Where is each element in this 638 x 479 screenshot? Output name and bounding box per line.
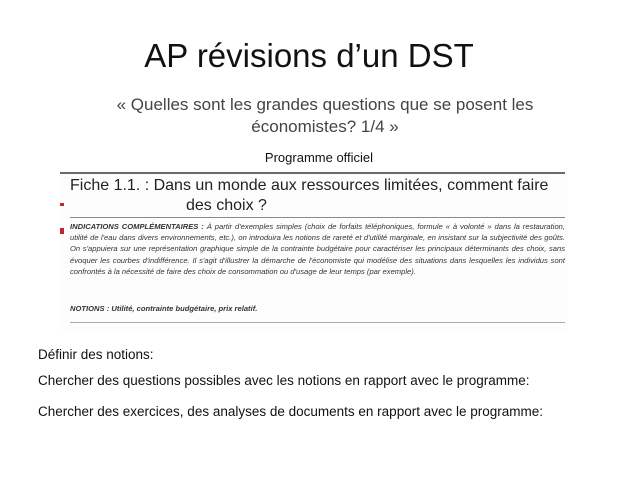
body-line-questions: Chercher des questions possibles avec les notions en rapport avec le programme: xyxy=(38,373,530,388)
body-line-definir: Définir des notions: xyxy=(38,347,154,362)
programme-label: Programme officiel xyxy=(264,150,374,165)
body-line-exercices: Chercher des exercices, des analyses de documents en rapport avec le programme: xyxy=(38,404,544,419)
slide-title: AP révisions d’un DST xyxy=(144,37,474,74)
slide-subtitle: « Quelles sont les grandes questions que se posent les économistes? 1/4 » xyxy=(116,95,534,136)
red-bullet-mark xyxy=(60,228,64,234)
notions-line: NOTIONS : Utilité, contrainte budgétaire, prix relatif. xyxy=(70,304,258,313)
indications-complementaires xyxy=(70,221,565,277)
fiche-divider xyxy=(70,217,565,218)
indications-text: À partir d'exemples simples (choix de forfaits téléphoniques, formule « à volonté » dans la restauration, utilité de l'eau dans divers environnements, etc.), on introduira les notions de rareté et d'utilité marginale, en insistant sur la subjectivité des goûts. On s'appuiera sur une représentation graphique simple de la contrainte budgétaire pour caractériser les principaux déterminants des choix, sans évoquer les courbes d'indifférence. Il s'agit d'illustrer la démarche de l'économiste qui modélise des situations dans lesquelles les individus sont confrontés à la nécessité de faire des choix de consommation ou d'usage de leur temps (par exemple). xyxy=(70,222,566,276)
indications-label: INDICATIONS COMPLÉMENTAIRES : xyxy=(70,222,204,231)
red-bullet-mark xyxy=(60,203,64,206)
document-top-rule xyxy=(60,172,565,174)
fiche-heading-line2: des choix ? xyxy=(186,197,267,214)
fiche-heading-line1: Fiche 1.1. : Dans un monde aux ressources limitées, comment faire xyxy=(70,177,549,194)
document-bottom-rule xyxy=(70,322,565,323)
